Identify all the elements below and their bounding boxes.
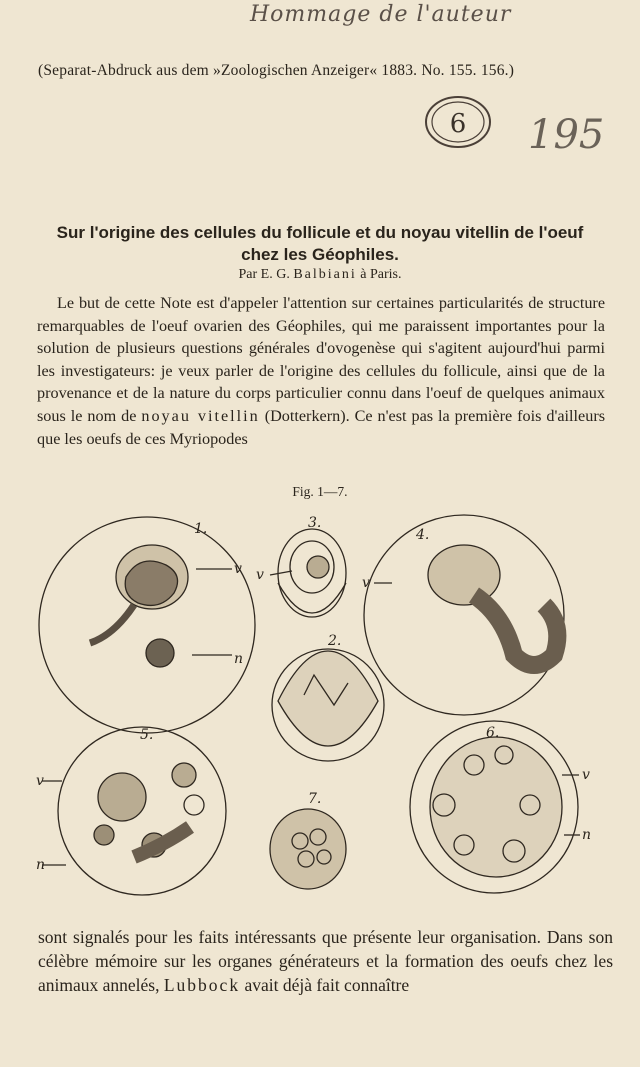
fig4-label: 4. [416, 527, 430, 543]
title-line-2: chez les Géophiles. [241, 245, 399, 264]
pencil-annotation: 195 [528, 112, 605, 158]
fig6-label: 6. [486, 725, 500, 741]
title-line-1: Sur l'origine des cellules du follicule et du noyau vitellin de l'oeuf [56, 223, 584, 242]
article-title [30, 222, 610, 266]
offprint-header: (Separat-Abdruck aus dem »Zoologischen Anzeiger« 1883. No. 155. 156.) [38, 62, 515, 79]
fig1-vitelline-nucleus [146, 639, 174, 667]
fig5-label: 5. [140, 727, 154, 743]
para1-text-end: (Dotterkern). Ce n'est pas la première fois d'ailleurs que les oeufs de ces Myriopodes [37, 406, 606, 448]
fig3-label: 3. [308, 515, 322, 531]
figure-caption: Fig. 1—7. [292, 484, 348, 499]
para2-text: sont signalés pour les faits intéressants que présente leur organisation. Dans son célèbre mémoire sur les organes générateurs et la formation des oeufs chez les animaux annelés, [38, 927, 613, 995]
handwritten-dedication: Hommage de l'auteur [250, 2, 512, 27]
fig5-v-label: v [36, 773, 44, 789]
para1-text: Le but de cette Note est d'appeler l'attention sur certaines particularités de structure remarquables de l'oeuf ovarien des Géophiles, qui me paraissent importantes pour la solution de plusieurs questions générales d'ovogenèse qui s'agitent aujourd'hui parmi les investigateurs: je veux parler de l'origine des cellules du follicule, ainsi que de la provenance et de la nature du corps particulier connu dans l'oeuf de quelques animaux sous le nom de [37, 294, 605, 425]
author-prefix: Par E. G. [238, 267, 290, 282]
para1-spaced-term: noyau vitellin [141, 406, 260, 425]
fig3-v-label: v [256, 567, 264, 583]
fig6-n-label: n [582, 827, 592, 843]
fig4-v-label: v [362, 575, 370, 591]
author-name: Balbiani [293, 267, 357, 282]
author-line [30, 267, 610, 283]
body-paragraph-2 [38, 925, 613, 997]
fig7-follicle [270, 809, 346, 889]
para2-text-end: avait déjà fait connaître [244, 975, 410, 995]
fig2-label: 2. [328, 633, 342, 649]
library-stamp [424, 92, 494, 150]
fig7-label: 7. [308, 791, 322, 807]
fig1-label: 1. [194, 521, 208, 537]
fig5-n-label: n [36, 857, 46, 873]
fig1-v-label: v [234, 561, 242, 577]
para2-spaced-name: Lubbock [163, 975, 241, 995]
fig6-v-label: v [582, 767, 590, 783]
author-suffix: à Paris. [360, 267, 402, 282]
figure-plate [34, 505, 614, 913]
fig1-n-label: n [234, 651, 244, 667]
stamp-number: 6 [449, 109, 467, 139]
body-paragraph-1 [37, 292, 605, 450]
